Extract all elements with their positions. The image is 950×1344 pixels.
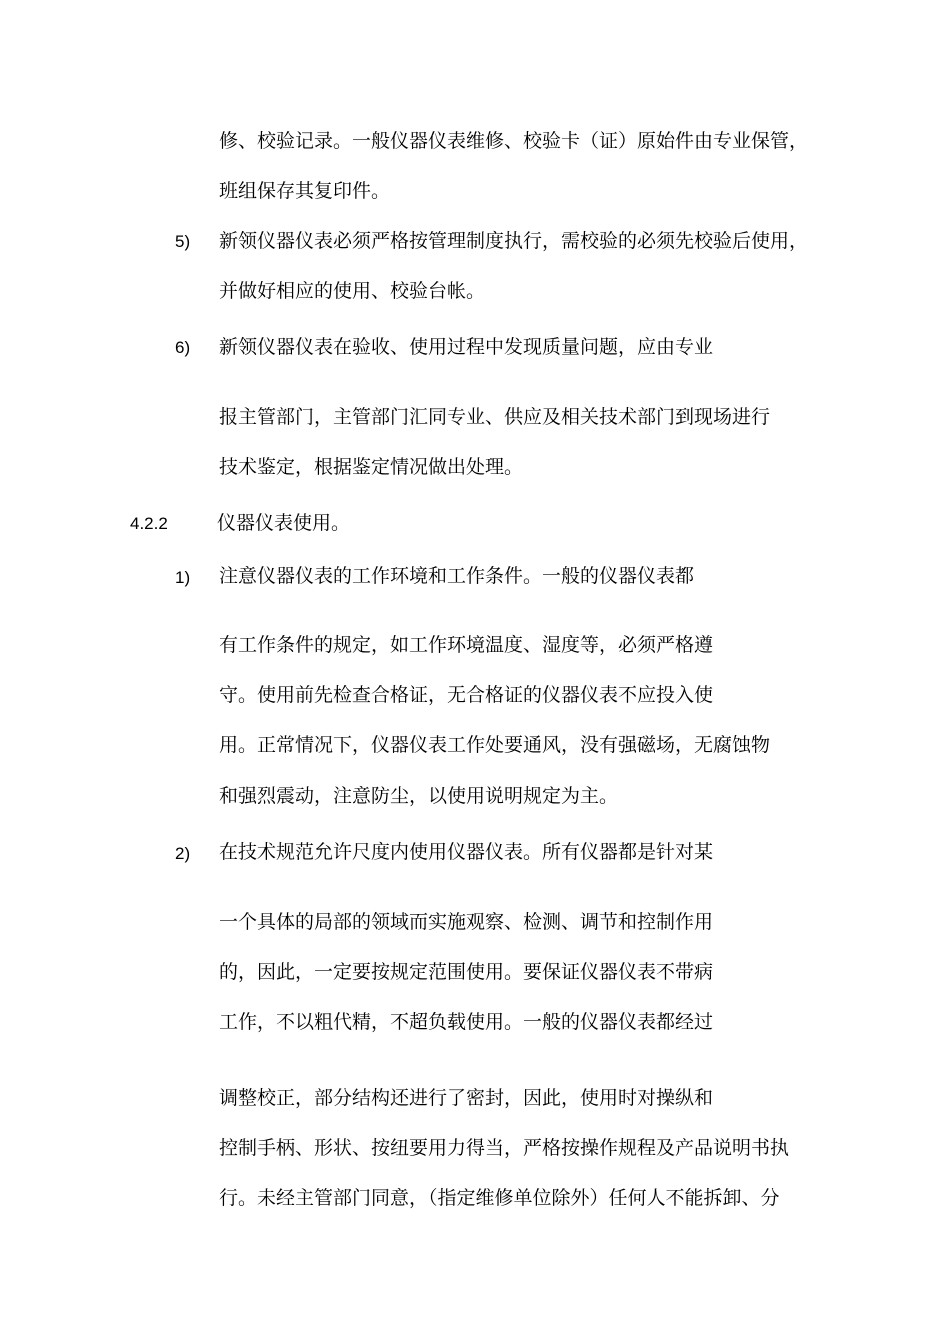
section-title: 仪器仪表使用。 <box>217 512 351 534</box>
use1-line-5: 和强烈震动，注意防尘，以使用说明规定为主。 <box>219 785 619 807</box>
use2-line-7: 行。未经主管部门同意，（指定维修单位除外）任何人不能拆卸、分 <box>219 1187 780 1209</box>
item6-marker: 6) <box>175 338 191 357</box>
use1-line-1: 注意仪器仪表的工作环境和工作条件。一般的仪器仪表都 <box>219 565 695 587</box>
use1-line-3: 守。使用前先检查合格证，无合格证的仪器仪表不应投入使 <box>219 684 714 706</box>
use1-line-4: 用。正常情况下，仪器仪表工作处要通风，没有强磁场，无腐蚀物 <box>219 734 771 756</box>
use2-marker: 2) <box>175 844 191 863</box>
use1-line-2: 有工作条件的规定，如工作环境温度、湿度等，必须严格遵 <box>219 634 714 656</box>
use2-line-1: 在技术规范允许尺度内使用仪器仪表。所有仪器都是针对某 <box>219 841 714 863</box>
item6-line-3: 技术鉴定，根据鉴定情况做出处理。 <box>219 456 524 478</box>
item6-line-2: 报主管部门，主管部门汇同专业、供应及相关技术部门到现场进行 <box>219 406 771 428</box>
use2-line-3: 的，因此，一定要按规定范围使用。要保证仪器仪表不带病 <box>219 961 714 983</box>
item5-line-2: 并做好相应的使用、校验台帐。 <box>219 280 486 302</box>
item4-line-2: 班组保存其复印件。 <box>219 180 391 202</box>
item4-line-1: 修、校验记录。一般仪器仪表维修、校验卡（证）原始件由专业保管， <box>219 130 809 152</box>
use2-line-2: 一个具体的局部的领域而实施观察、检测、调节和控制作用 <box>219 911 714 933</box>
use2-line-4: 工作，不以粗代精，不超负载使用。一般的仪器仪表都经过 <box>219 1011 714 1033</box>
use2-line-6: 控制手柄、形状、按纽要用力得当，严格按操作规程及产品说明书执 <box>219 1137 790 1159</box>
use1-marker: 1) <box>175 568 191 587</box>
item6-line-1: 新领仪器仪表在验收、使用过程中发现质量问题，应由专业 <box>219 336 714 358</box>
use2-line-5: 调整校正，部分结构还进行了密封，因此，使用时对操纵和 <box>219 1087 714 1109</box>
section-number: 4.2.2 <box>130 514 168 533</box>
item5-line-1: 新领仪器仪表必须严格按管理制度执行，需校验的必须先校验后使用， <box>219 230 809 252</box>
item5-marker: 5) <box>175 232 191 251</box>
